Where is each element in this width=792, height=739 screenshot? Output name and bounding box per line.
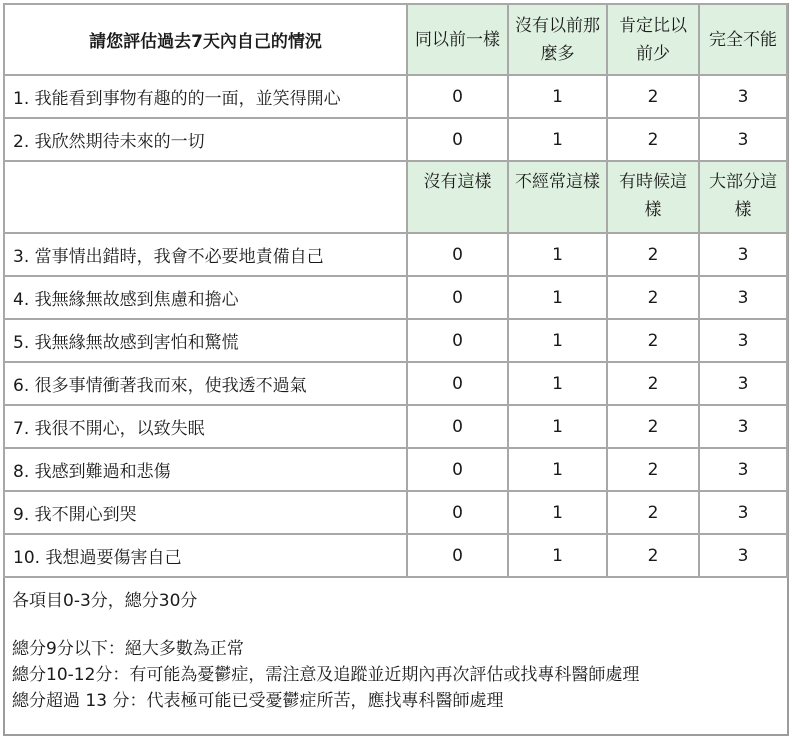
question-label: 3. 當事情出錯時，我會不必要地責備自己: [4, 233, 407, 276]
score-cell: 1: [508, 448, 607, 491]
score-cell: 2: [607, 118, 699, 161]
score-cell: 3: [699, 534, 787, 577]
score-interpretation-likely: 總分超過 13 分：代表極可能已受憂鬱症所苦，應找專科醫師處理: [12, 691, 504, 711]
score-cell: 3: [699, 233, 787, 276]
score-cell: 3: [699, 491, 787, 534]
option-header: 有時候這樣: [607, 161, 699, 233]
score-cell: 2: [607, 448, 699, 491]
option-header: 同以前一樣: [407, 4, 508, 75]
score-cell: 1: [508, 276, 607, 319]
score-cell: 0: [407, 405, 508, 448]
table-row: [4, 276, 787, 319]
score-cell: 3: [699, 405, 787, 448]
score-cell: 1: [508, 534, 607, 577]
score-cell: 1: [508, 362, 607, 405]
table-row: [4, 75, 787, 118]
score-cell: 2: [607, 233, 699, 276]
option-header: 肯定比以前少: [607, 4, 699, 75]
score-cell: 0: [407, 276, 508, 319]
table-title: 請您評估過去7天內自己的情況: [4, 4, 407, 75]
header-row-a: [4, 4, 787, 75]
question-label: 2. 我欣然期待未來的一切: [4, 118, 407, 161]
score-cell: 1: [508, 75, 607, 118]
score-cell: 3: [699, 448, 787, 491]
score-cell: 2: [607, 276, 699, 319]
option-header: 完全不能: [699, 4, 787, 75]
score-cell: 0: [407, 491, 508, 534]
option-header: 不經常這樣: [508, 161, 607, 233]
scoring-range-text: 各項目0-3分，總分30分: [12, 591, 198, 611]
table-row: [4, 362, 787, 405]
score-cell: 2: [607, 362, 699, 405]
table-row: [4, 233, 787, 276]
question-label: 5. 我無緣無故感到害怕和驚慌: [4, 319, 407, 362]
score-cell: 1: [508, 319, 607, 362]
score-cell: 2: [607, 405, 699, 448]
score-cell: 1: [508, 233, 607, 276]
table-row: [4, 118, 787, 161]
score-cell: 0: [407, 75, 508, 118]
score-cell: 3: [699, 118, 787, 161]
blank-header-cell: [4, 161, 407, 233]
score-cell: 1: [508, 405, 607, 448]
score-interpretation-possible: 總分10-12分：有可能為憂鬱症，需注意及追蹤並近期內再次評估或找專科醫師處理: [12, 665, 640, 685]
score-cell: 2: [607, 75, 699, 118]
score-cell: 3: [699, 276, 787, 319]
score-cell: 0: [407, 448, 508, 491]
score-cell: 0: [407, 233, 508, 276]
header-row-b: [4, 161, 787, 233]
question-label: 1. 我能看到事物有趣的的一面，並笑得開心: [4, 75, 407, 118]
question-label: 10. 我想過要傷害自己: [4, 534, 407, 577]
score-cell: 1: [508, 118, 607, 161]
score-cell: 0: [407, 534, 508, 577]
score-cell: 2: [607, 534, 699, 577]
option-header: 大部分這樣: [699, 161, 787, 233]
score-cell: 0: [407, 362, 508, 405]
table-row: [4, 319, 787, 362]
question-label: 7. 我很不開心，以致失眠: [4, 405, 407, 448]
table-row: [4, 405, 787, 448]
question-label: 9. 我不開心到哭: [4, 491, 407, 534]
score-cell: 0: [407, 118, 508, 161]
scoring-notes: [12, 588, 782, 714]
table-row: [4, 534, 787, 577]
score-cell: 2: [607, 491, 699, 534]
score-cell: 1: [508, 491, 607, 534]
score-cell: 2: [607, 319, 699, 362]
table-row: [4, 448, 787, 491]
score-cell: 3: [699, 362, 787, 405]
score-cell: 3: [699, 75, 787, 118]
option-header: 沒有這樣: [407, 161, 508, 233]
question-label: 6. 很多事情衝著我而來，使我透不過氣: [4, 362, 407, 405]
question-label: 8. 我感到難過和悲傷: [4, 448, 407, 491]
option-header: 沒有以前那麼多: [508, 4, 607, 75]
table-row: [4, 491, 787, 534]
score-cell: 3: [699, 319, 787, 362]
question-label: 4. 我無緣無故感到焦慮和擔心: [4, 276, 407, 319]
score-interpretation-normal: 總分9分以下：絕大多數為正常: [12, 639, 244, 659]
epds-table: [3, 3, 788, 578]
score-cell: 0: [407, 319, 508, 362]
